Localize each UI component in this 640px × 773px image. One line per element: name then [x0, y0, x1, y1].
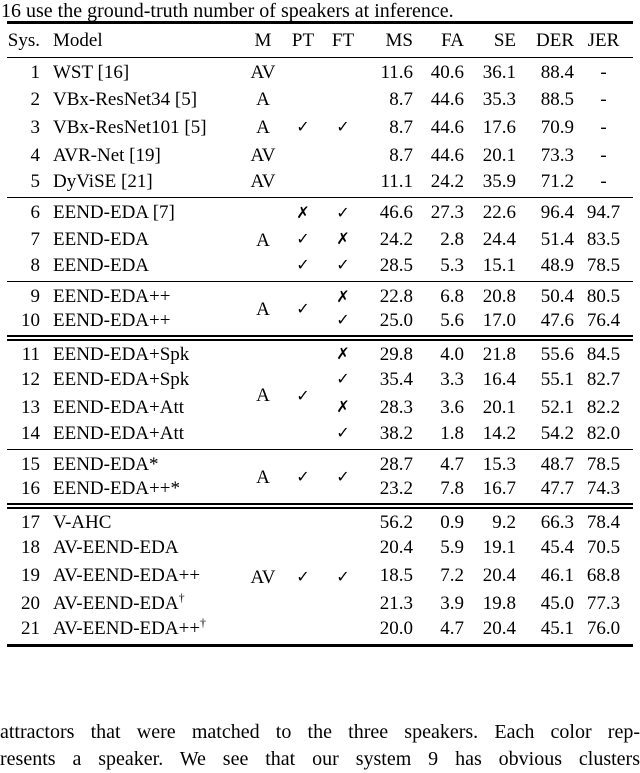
table-cell-fa: 3.9: [440, 592, 464, 614]
table-cell-m: A: [243, 282, 283, 338]
model-name-cell: AV-EEND-EDA++: [53, 564, 201, 586]
table-cell-ms: 8.7: [389, 144, 413, 166]
table-cell-sys: 21: [21, 618, 40, 640]
table-cell-der: 51.4: [540, 228, 574, 250]
table-cell-jer: -: [600, 116, 607, 138]
column-header-fa: FA: [413, 23, 464, 58]
table-cell-sys: 17: [7, 506, 43, 534]
table-cell-se: 17.0: [482, 309, 516, 331]
table-cell-der: 55.1: [540, 368, 574, 390]
table-cell-sys: 1: [30, 62, 40, 84]
model-name-cell: EEND-EDA [7]: [43, 198, 243, 226]
table-cell-fa: 24.2: [430, 170, 464, 192]
table-row: [7, 450, 633, 478]
table-cell-se: 16.7: [482, 477, 516, 499]
table-cell-ms: 22.8: [363, 282, 413, 310]
table-cell-jer: -: [600, 88, 607, 110]
model-name-cell: DyViSE [21]: [53, 170, 153, 192]
model-name-cell: EEND-EDA+Att: [53, 422, 185, 444]
model-name-cell: EEND-EDA: [53, 228, 150, 250]
table-cell-der: 47.6: [540, 309, 574, 331]
table-cell-fa: 5.9: [440, 536, 464, 558]
caption-bottom-line2: resents a speaker. We see that our system 9 has obvious clusters: [0, 748, 640, 770]
table-cell-ms: 25.0: [379, 309, 413, 331]
table-cell-se: 15.1: [482, 254, 516, 276]
checkmark-icon: ✓: [323, 450, 363, 506]
table-cell-der: 48.9: [540, 254, 574, 276]
model-name-cell: AV-EEND-EDA++†: [53, 615, 207, 640]
table-cell-ft: [323, 170, 363, 198]
table-cell-sys: 2: [30, 88, 40, 110]
table-cell-ms: 35.4: [379, 368, 413, 390]
table-cell-sys: 13: [21, 396, 40, 418]
table-cell-ms: 11.1: [380, 170, 413, 192]
table-row: [7, 58, 633, 86]
cross-icon: ✗: [323, 338, 363, 366]
model-name-cell: EEND-EDA+Spk: [43, 338, 243, 366]
table-cell-se: 21.8: [464, 338, 516, 366]
table-cell-ms: 8.7: [389, 88, 413, 110]
table-row: [7, 142, 633, 170]
model-name-cell: WST [16]: [53, 62, 130, 84]
table-cell-der: 47.7: [540, 477, 574, 499]
table-cell-se: 35.3: [482, 88, 516, 110]
table-cell-der: 88.4: [540, 62, 574, 84]
table-cell-sys: 16: [21, 477, 40, 499]
model-name-cell: AVR-Net [19]: [53, 144, 161, 166]
table-cell-jer: 82.0: [586, 422, 621, 444]
table-cell-jer: 78.4: [574, 506, 633, 534]
table-cell-pt: [283, 142, 323, 170]
model-name-cell: EEND-EDA++: [53, 309, 171, 331]
table-cell-ms: 38.2: [379, 422, 413, 444]
table-row: [7, 170, 633, 198]
table-cell-ms: 20.4: [379, 536, 413, 558]
table-cell-jer: 77.3: [586, 592, 621, 614]
model-name-cell: EEND-EDA: [53, 254, 150, 276]
table-cell-ft: [323, 86, 363, 114]
table-group: [7, 282, 633, 338]
table-row: [7, 114, 633, 142]
table-cell-se: 36.1: [482, 62, 516, 84]
table-cell-m: AV: [250, 170, 276, 192]
table-cell-ms: 29.8: [363, 338, 413, 366]
table-cell-se: 19.1: [482, 536, 516, 558]
table-cell-sys: 9: [7, 282, 43, 310]
table-cell-fa: 44.6: [430, 116, 464, 138]
column-header-m: M: [243, 23, 283, 58]
table-row: [7, 86, 633, 114]
table-cell-sys: 19: [21, 564, 40, 586]
column-header-jer: JER: [574, 23, 633, 58]
table-cell-ms: 28.7: [363, 450, 413, 478]
table-cell-ms: 18.5: [379, 564, 413, 586]
table-row: [7, 226, 633, 254]
table-cell-se: 20.1: [482, 396, 516, 418]
checkmark-icon: ✓: [283, 282, 323, 338]
table-cell-jer: 78.5: [574, 450, 633, 478]
checkmark-icon: ✓: [336, 369, 350, 389]
table-cell-fa: 4.0: [413, 338, 464, 366]
table-cell-der: 52.1: [540, 396, 574, 418]
cross-icon: ✗: [323, 282, 363, 310]
table-cell-fa: 3.3: [440, 368, 464, 390]
table-cell-der: 73.3: [540, 144, 574, 166]
table-row: [7, 282, 633, 310]
table-cell-se: 20.8: [464, 282, 516, 310]
table-cell-pt: [283, 86, 323, 114]
table-cell-jer: 82.2: [586, 396, 621, 418]
table-cell-jer: 94.7: [574, 198, 633, 226]
table-group: [7, 450, 633, 506]
table-cell-der: 45.1: [540, 618, 574, 640]
table-cell-sys: 5: [30, 170, 40, 192]
table-group: [7, 58, 633, 198]
table-cell-der: 45.0: [540, 592, 574, 614]
table-cell-jer: 84.5: [574, 338, 633, 366]
table-cell-ms: 20.0: [379, 618, 413, 640]
table-cell-der: 88.5: [540, 88, 574, 110]
table-cell-sys: 12: [21, 368, 40, 390]
table-cell-se: 20.4: [482, 564, 516, 586]
table-cell-der: 70.9: [540, 116, 574, 138]
column-header-pt: PT: [283, 23, 323, 58]
table-cell-se: 15.3: [464, 450, 516, 478]
table-cell-ms: 21.3: [379, 592, 413, 614]
table-cell-der: 50.4: [516, 282, 574, 310]
table-cell-jer: 82.7: [586, 368, 621, 390]
table-cell-jer: 80.5: [574, 282, 633, 310]
table-row: [7, 198, 633, 226]
table-cell-ms: 11.6: [380, 62, 413, 84]
table-cell-pt: [283, 170, 323, 198]
table-cell-m: A: [243, 450, 283, 506]
model-name-cell: EEND-EDA++: [43, 282, 243, 310]
table-cell-se: 20.4: [482, 618, 516, 640]
table-cell-jer: 83.5: [586, 228, 621, 250]
model-name-cell: AV-EEND-EDA†: [53, 590, 185, 614]
table-cell-pt: [283, 58, 323, 86]
table-cell-fa: 4.7: [440, 618, 464, 640]
table-cell-jer: 76.4: [586, 309, 621, 331]
table-cell-der: 48.7: [516, 450, 574, 478]
table-cell-jer: -: [600, 144, 607, 166]
caption-top-text: 16 use the ground-truth number of speakers at inference.: [1, 0, 454, 22]
table-cell-se: 35.9: [482, 170, 516, 192]
table-cell-fa: 0.9: [413, 506, 464, 534]
table-cell-fa: 7.8: [440, 477, 464, 499]
caption-bottom: [0, 719, 640, 773]
table-cell-ms: 46.6: [363, 198, 413, 226]
table-cell-se: 22.6: [464, 198, 516, 226]
checkmark-icon: ✓: [296, 117, 310, 137]
checkmark-icon: ✓: [283, 506, 323, 646]
table-group: [7, 506, 633, 646]
table-cell-fa: 6.8: [413, 282, 464, 310]
dagger-superscript: †: [178, 590, 185, 605]
table-cell-sys: 3: [30, 116, 40, 138]
table-cell-sys: 11: [7, 338, 43, 366]
table-cell-fa: 1.8: [440, 422, 464, 444]
column-header-ft: FT: [323, 23, 363, 58]
model-name-cell: V-AHC: [43, 506, 243, 534]
table-cell-ms: 8.7: [389, 116, 413, 138]
dagger-superscript: †: [200, 615, 207, 630]
model-name-cell: EEND-EDA++*: [53, 477, 180, 499]
checkmark-icon: ✓: [323, 506, 363, 646]
table-cell-ms: 56.2: [363, 506, 413, 534]
table-cell-jer: 70.5: [586, 536, 621, 558]
table-row: [7, 254, 633, 282]
checkmark-icon: ✓: [336, 423, 350, 443]
column-header-model: Model: [43, 23, 243, 58]
table-header-row: [7, 23, 633, 58]
table-cell-jer: 68.8: [586, 564, 621, 586]
table-cell-fa: 3.6: [440, 396, 464, 418]
table-cell-ms: 28.5: [379, 254, 413, 276]
checkmark-icon: ✓: [283, 450, 323, 506]
table-group: [7, 338, 633, 450]
table-cell-se: 9.2: [464, 506, 516, 534]
table-cell-fa: 4.7: [413, 450, 464, 478]
cross-icon: ✗: [336, 229, 350, 249]
checkmark-icon: ✓: [323, 198, 363, 226]
checkmark-icon: ✓: [336, 310, 350, 330]
table-cell-se: 20.1: [482, 144, 516, 166]
table-cell-fa: 5.3: [440, 254, 464, 276]
table-cell-ms: 28.3: [379, 396, 413, 418]
table-cell-der: 46.1: [540, 564, 574, 586]
table-cell-ms: 23.2: [379, 477, 413, 499]
cross-icon: ✗: [283, 198, 323, 226]
table-cell-der: 96.4: [516, 198, 574, 226]
table-group: [7, 198, 633, 282]
model-name-cell: VBx-ResNet101 [5]: [53, 116, 207, 138]
table-cell-jer: 74.3: [586, 477, 621, 499]
table-cell-jer: -: [600, 170, 607, 192]
table-cell-ms: 24.2: [379, 228, 413, 250]
table-cell-m: AV: [250, 144, 276, 166]
table-cell-der: 71.2: [540, 170, 574, 192]
model-name-cell: EEND-EDA+Att: [53, 396, 185, 418]
table-cell-m: A: [243, 338, 283, 450]
table-cell-jer: 78.5: [586, 254, 621, 276]
table-header: [7, 23, 633, 58]
table-cell-jer: -: [600, 62, 607, 84]
results-table: [7, 21, 633, 647]
table-cell-fa: 7.2: [440, 564, 464, 586]
table-cell-fa: 40.6: [430, 62, 464, 84]
table-cell-sys: 20: [21, 592, 40, 614]
table-cell-der: 45.4: [540, 536, 574, 558]
table-cell-se: 24.4: [482, 228, 516, 250]
checkmark-icon: ✓: [283, 338, 323, 450]
model-name-cell: AV-EEND-EDA: [53, 536, 179, 558]
checkmark-icon: ✓: [296, 229, 310, 249]
table-cell-jer: 76.0: [586, 618, 621, 640]
checkmark-icon: ✓: [336, 255, 350, 275]
table-cell-sys: 8: [30, 254, 40, 276]
table-cell-sys: 15: [7, 450, 43, 478]
column-header-sys: Sys.: [7, 23, 43, 58]
table-cell-m: A: [256, 116, 270, 138]
table-row: [7, 506, 633, 534]
table-cell-se: 14.2: [482, 422, 516, 444]
table-cell-m: A: [256, 88, 270, 110]
table-cell-sys: 18: [21, 536, 40, 558]
table-cell-sys: 4: [30, 144, 40, 166]
table-cell-der: 66.3: [516, 506, 574, 534]
table-cell-der: 55.6: [516, 338, 574, 366]
table-cell-fa: 27.3: [413, 198, 464, 226]
table-cell-ft: [323, 58, 363, 86]
table-row: [7, 338, 633, 366]
table-cell-m: AV: [250, 62, 276, 84]
table-cell-se: 19.8: [482, 592, 516, 614]
column-header-ms: MS: [363, 23, 413, 58]
checkmark-icon: ✓: [296, 255, 310, 275]
model-name-cell: EEND-EDA+Spk: [53, 368, 190, 390]
table-cell-fa: 44.6: [430, 88, 464, 110]
table-cell-der: 54.2: [540, 422, 574, 444]
table-cell-sys: 7: [30, 228, 40, 250]
cross-icon: ✗: [336, 397, 350, 417]
table-cell-se: 16.4: [482, 368, 516, 390]
table-cell-ft: [323, 142, 363, 170]
checkmark-icon: ✓: [336, 117, 350, 137]
table-cell-se: 17.6: [482, 116, 516, 138]
table-cell-fa: 44.6: [430, 144, 464, 166]
caption-bottom-line1: attractors that were matched to the three speakers. Each color rep-: [0, 721, 640, 743]
model-name-cell: EEND-EDA*: [43, 450, 243, 478]
model-name-cell: VBx-ResNet34 [5]: [53, 88, 198, 110]
table-cell-fa: 5.6: [440, 309, 464, 331]
table-cell-m: AV: [243, 506, 283, 646]
table-cell-sys: 6: [7, 198, 43, 226]
table-cell-sys: 14: [21, 422, 40, 444]
column-header-se: SE: [464, 23, 516, 58]
table-cell-sys: 10: [21, 309, 40, 331]
column-header-der: DER: [516, 23, 574, 58]
table-cell-fa: 2.8: [440, 228, 464, 250]
table-cell-m: A: [243, 198, 283, 282]
